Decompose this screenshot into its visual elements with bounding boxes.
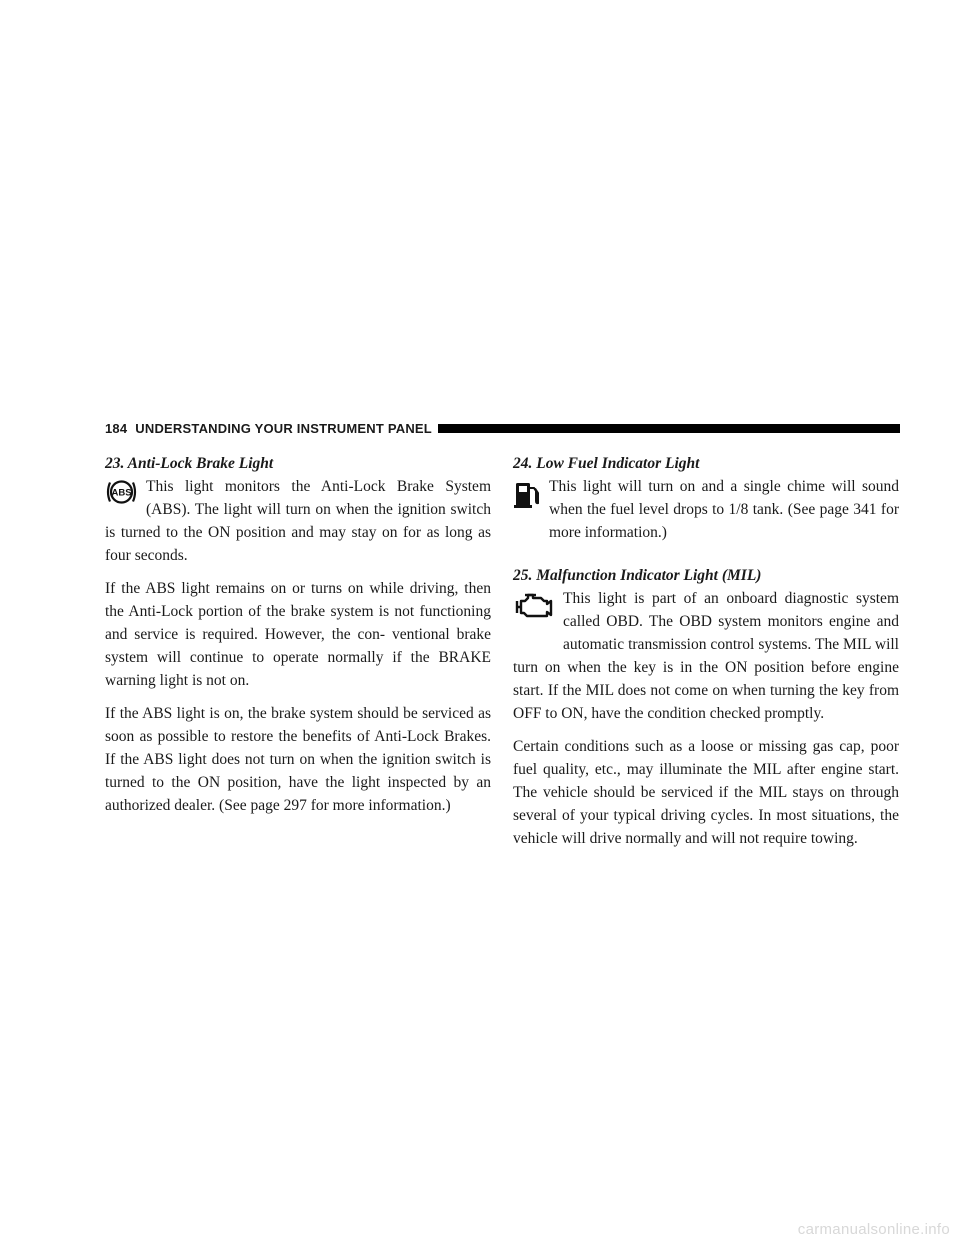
- abs-icon-label: ABS: [111, 487, 132, 499]
- right-column: [513, 452, 899, 860]
- section-abs: [105, 475, 491, 567]
- header-rule: [438, 424, 900, 433]
- mil-paragraph-1: This light is part of an onboard diagnostic system called OBD. The OBD system monitors engine and automatic transmission control systems. The MIL will turn on when the key is in the ON position before engine start. If the MIL does not come on when turning the key from OFF to ON, have the condition checked promptly.: [513, 590, 899, 722]
- abs-paragraph-1: This light monitors the Anti-Lock Brake System (ABS). The light will turn on when the ignition switch is turned to the ON position and may stay on for as long as four seconds.: [105, 478, 491, 564]
- check-engine-icon: [513, 589, 555, 653]
- heading-malfunction-indicator-light: 25. Malfunction Indicator Light (MIL): [513, 567, 762, 584]
- chapter-title: UNDERSTANDING YOUR INSTRUMENT PANEL: [135, 420, 432, 436]
- mil-paragraph-2: Certain conditions such as a loose or missing gas cap, poor fuel quality, etc., may illuminate the MIL after engine start. The vehicle should be serviced if the MIL stays on through several of your typical driving cycles. In most situations, the vehicle will drive normally and will not require towing.: [513, 738, 899, 847]
- left-column: [105, 452, 491, 827]
- low-fuel-paragraph: This light will turn on and a single chime will sound when the fuel level drops to 1/8 tank. (See page 341 for more information.): [549, 478, 899, 541]
- abs-paragraph-2: If the ABS light remains on or turns on while driving, then the Anti-Lock portion of the brake system is not functioning and service is required. However, the con- ventional brake system will continue to operate normally if the BRAKE warning light is not on.: [105, 580, 491, 689]
- fuel-pump-icon: [513, 477, 541, 541]
- watermark: carmanualsonline.info: [797, 1221, 950, 1238]
- heading-anti-lock-brake-light: 23. Anti-Lock Brake Light: [105, 455, 274, 472]
- section-mil: [513, 587, 899, 725]
- heading-low-fuel-indicator-light: 24. Low Fuel Indicator Light: [513, 455, 700, 472]
- abs-warning-icon: [105, 477, 138, 517]
- page-header: [105, 419, 900, 437]
- abs-paragraph-3: If the ABS light is on, the brake system should be serviced as soon as possible to restore the benefits of Anti-Lock Brakes. If the ABS light does not turn on when the ignition switch is turned to the ON position, have the light inspected by an authorized dealer. (See page 297 for more information.): [105, 705, 491, 814]
- page-number: 184: [105, 420, 128, 436]
- section-low-fuel: [513, 475, 899, 554]
